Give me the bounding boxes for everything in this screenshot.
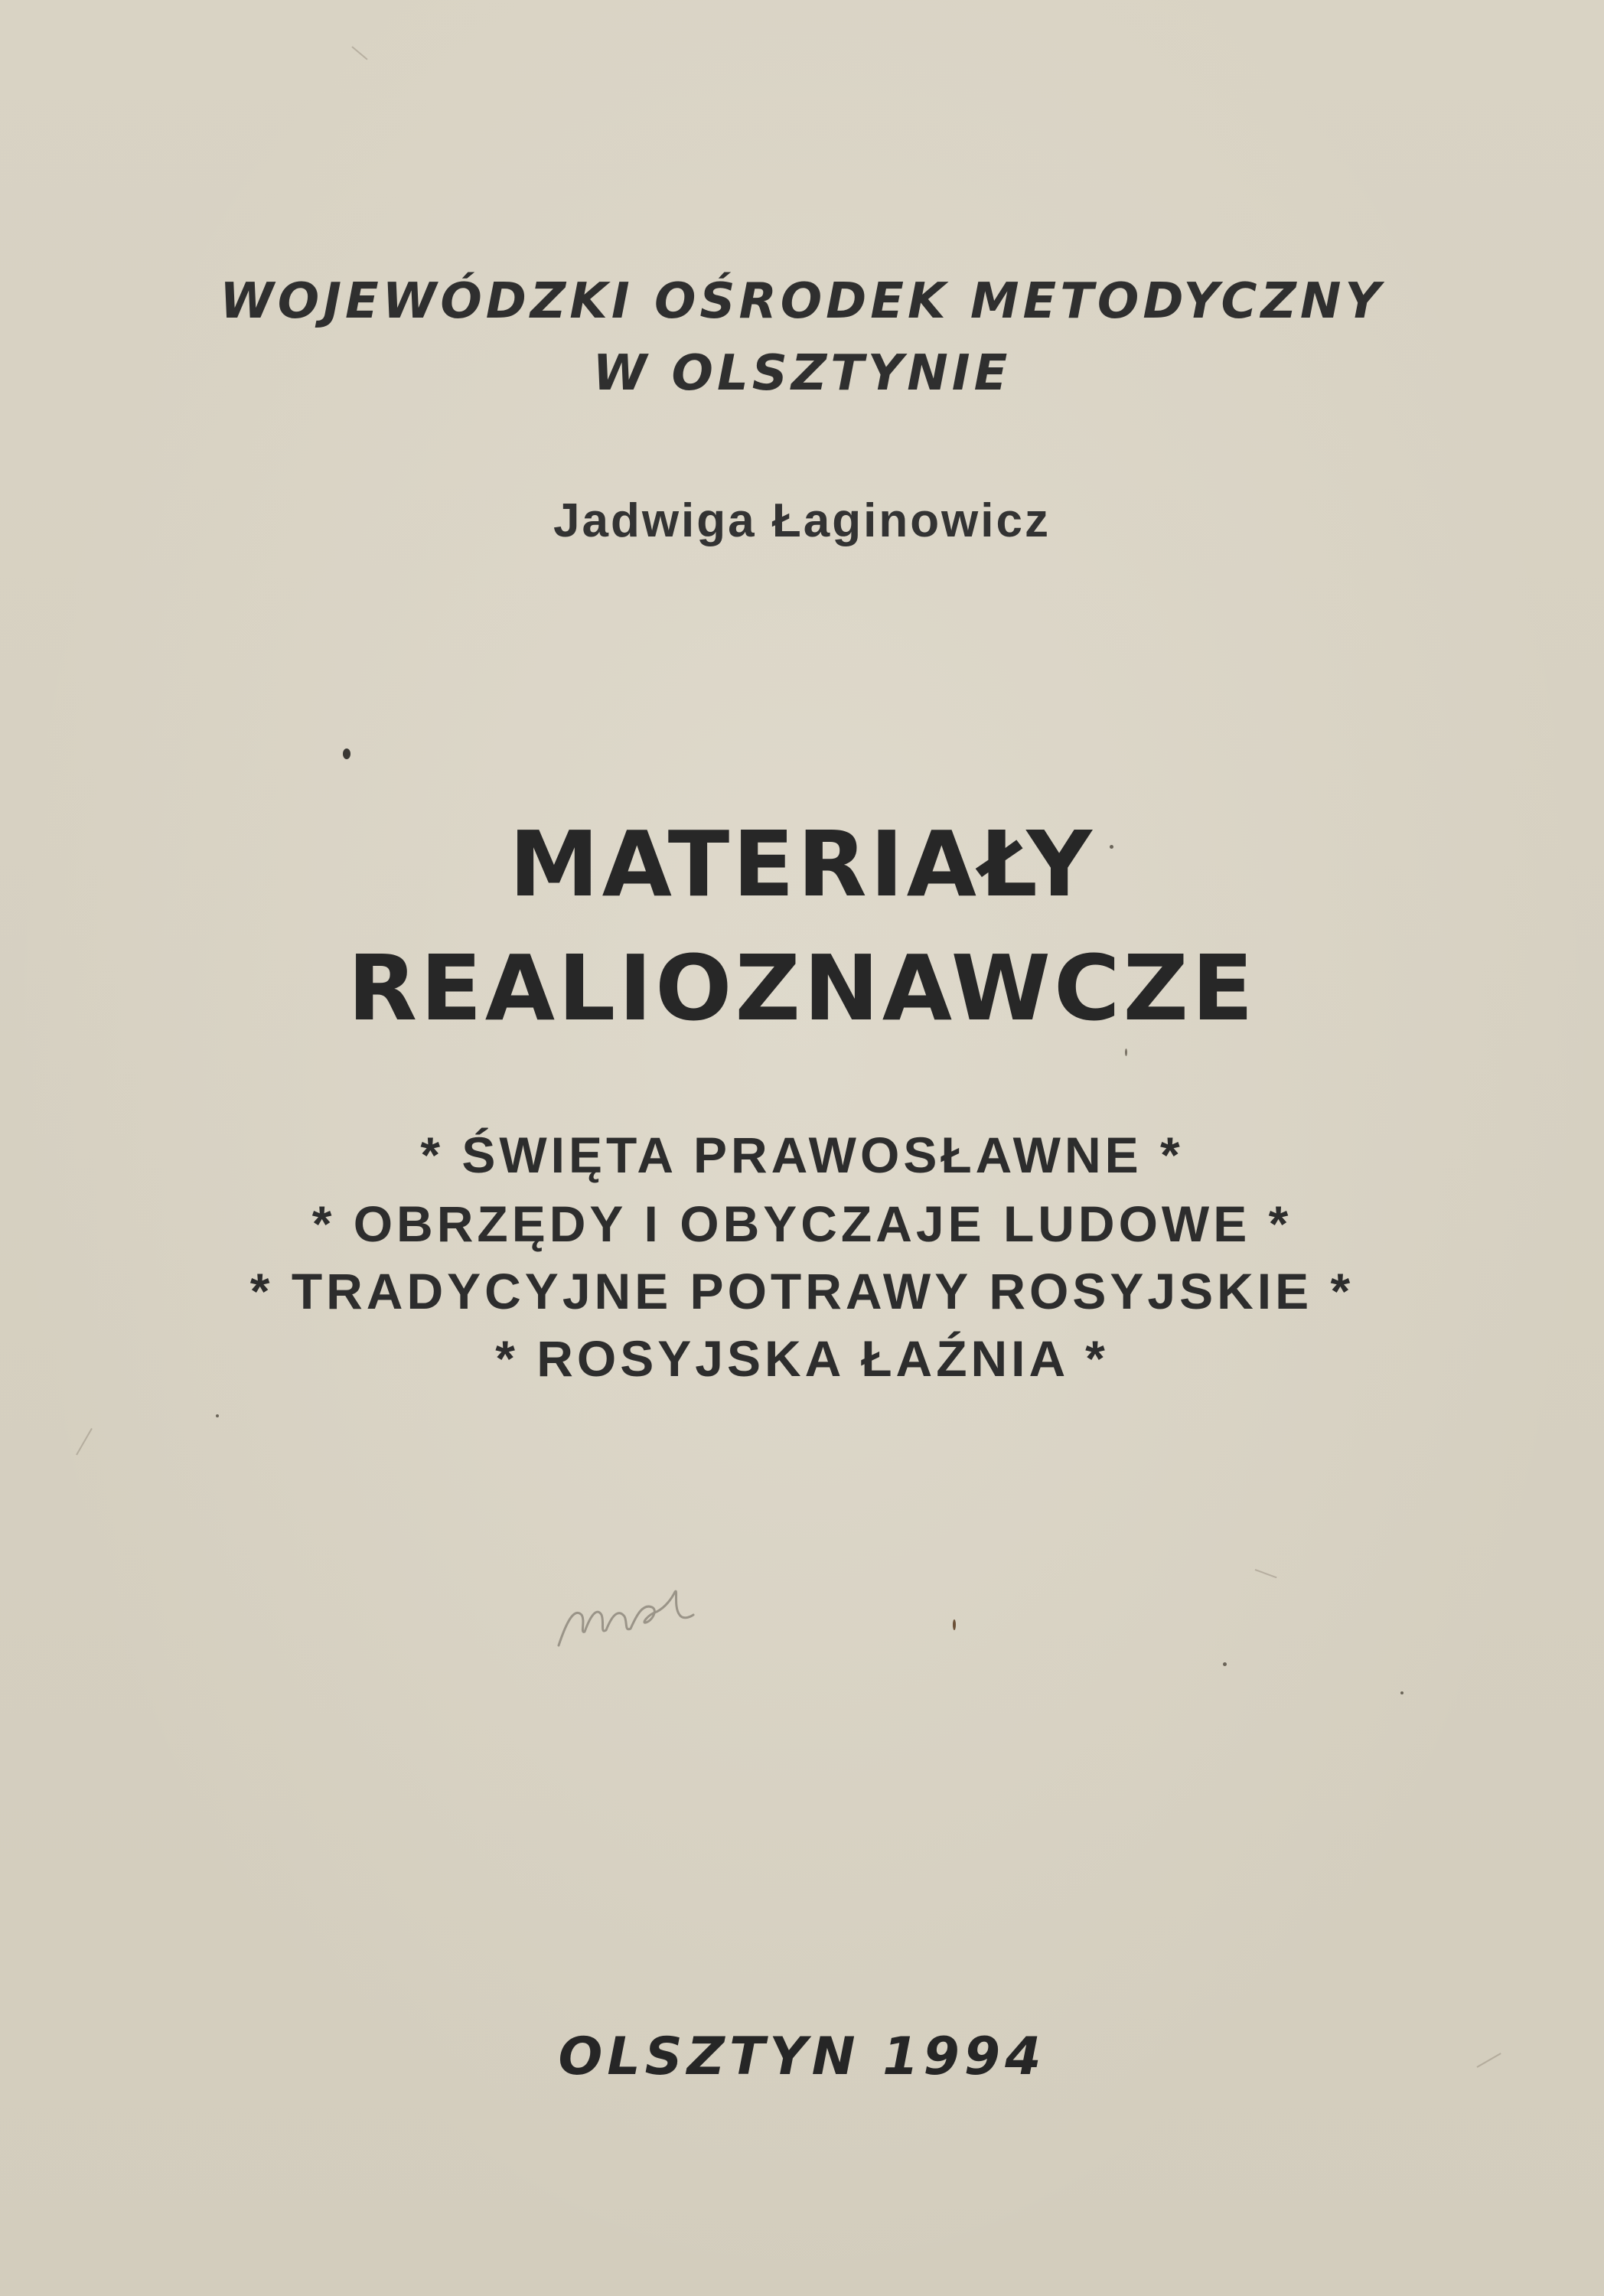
ink-speck bbox=[1125, 1049, 1127, 1056]
ink-speck bbox=[953, 1619, 956, 1630]
institution-name-line1: WOJEWÓDZKI OŚRODEK METODYCZNY bbox=[220, 273, 1384, 330]
title-line2: REALIOZNAWCZE bbox=[347, 935, 1257, 1041]
ink-speck bbox=[1400, 1691, 1404, 1694]
author-name: Jadwiga Łaginowicz bbox=[553, 494, 1051, 547]
institution-name-line2: W OLSZTYNIE bbox=[592, 345, 1012, 402]
ink-speck bbox=[216, 1414, 219, 1417]
ink-speck bbox=[1223, 1662, 1227, 1666]
publication-place-year: OLSZTYN 1994 bbox=[558, 2027, 1046, 2087]
paper-fiber bbox=[76, 1428, 93, 1456]
paper-fiber bbox=[351, 46, 367, 60]
handwritten-pencil-mark bbox=[551, 1561, 704, 1653]
topic-item: * ROSYJSKA ŁAŹNIA * bbox=[495, 1330, 1109, 1387]
ink-speck bbox=[343, 748, 350, 759]
title-line1: MATERIAŁY bbox=[509, 811, 1095, 917]
topic-item: * TRADYCYJNE POTRAWY ROSYJSKIE * bbox=[249, 1263, 1355, 1319]
topic-item: * ŚWIĘTA PRAWOSŁAWNE * bbox=[420, 1127, 1184, 1183]
topic-item: * OBRZĘDY I OBYCZAJE LUDOWE * bbox=[311, 1195, 1293, 1252]
paper-fiber bbox=[1255, 1569, 1277, 1578]
